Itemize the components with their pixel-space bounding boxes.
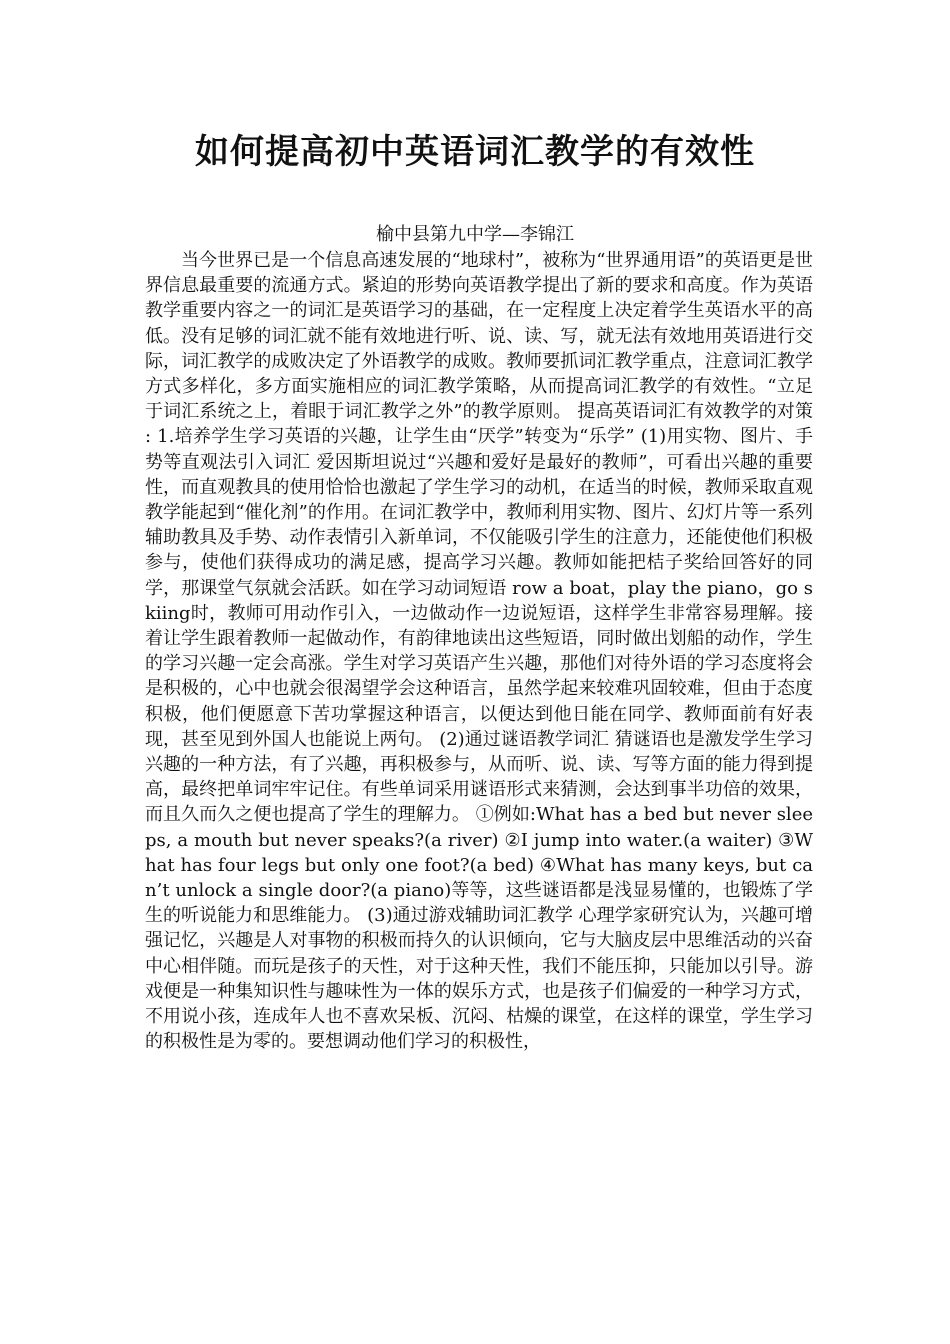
page-title: 如何提高初中英语词汇教学的有效性: [195, 132, 755, 172]
body-paragraph: 当今世界已是一个信息高速发展的“地球村”，被称为“世界通用语”的英语更是世界信息最重要的流通方式。紧迫的形势向英语教学提出了新的要求和高度。作为英语教学重要内容之一的词汇是英语学习的基础，在一定程度上决定着学生英语水平的高低。没有足够的词汇就不能有效地进行听、说、读、写，就无法有效地用英语进行交际，词汇教学的成败决定了外语教学的成败。教师要抓词汇教学重点，注意词汇教学方式多样化，多方面实施相应的词汇教学策略，从而提高词汇教学的有效性。“立足于词汇系统之上，着眼于词汇教学之外”的教学原则。 提高英语词汇有效教学的对策 : 1.培养学生学习英语的兴趣，让学生由“厌学”转变为“乐学” (1)用实物、图片、手势等直观法引入词汇 爱因斯坦说过“兴趣和爱好是最好的教师”，可看出兴趣的重要性，而直观教具的使用恰恰也激起了学生学习的动机，在适当的时候，教师采取直观教学能起到“催化剂”的作用。在词汇教学中，教师利用实物、图片、幻灯片等一系列辅助教具及手势、动作表情引入新单词，不仅能吸引学生的注意力，还能使他们积极参与，使他们获得成功的满足感，提高学习兴趣。教师如能把桔子奖给回答好的同学，那课堂气氛就会活跃。如在学习动词短语 row a boat，play the piano，go skiing时，教师可用动作引入，一边做动作一边说短语，这样学生非常容易理解。接着让学生跟着教师一起做动作，有韵律地读出这些短语，同时做出划船的动作，学生的学习兴趣一定会高涨。学生对学习英语产生兴趣，那他们对待外语的学习态度将会是积极的，心中也就会很渴望学会这种语言，虽然学起来较难巩固较难，但由于态度积极，他们便愿意下苦功掌握这种语言，以便达到他日能在同学、教师面前有好表现，甚至见到外国人也能说上两句。 (2)通过谜语教学词汇 猜谜语也是激发学生学习兴趣的一种方法，有了兴趣，再积极参与，从而听、说、读、写等方面的能力得到提高，最终把单词牢牢记住。有些单词采用谜语形式来猜测，会达到事半功倍的效果， 而且久而久之便也提高了学生的理解力。 ①例如:What has a bed but never sleeps, a mouth but never speaks?(a river) ②I jump into water.(a waiter) ③What has four legs but only one foot?(a bed) ④What has many keys, but can’t unlock a single door?(a piano)等等，这些谜语都是浅显易懂的，也锻炼了学生的听说能力和思维能力。 (3)通过游戏辅助词汇教学 心理学家研究认为，兴趣可增强记忆，兴趣是人对事物的积极而持久的认识倾向，它与大脑皮层中思维活动的兴奋中心相伴随。而玩是孩子的天性，对于这种天性，我们不能压抑，只能加以引导。游戏便是一种集知识性与趣味性为一体的娱乐方式，也是孩子们偏爱的一种学习方式，不用说小孩，连成年人也不喜欢呆板、沉闷、枯燥的课堂，在这样的课堂，学生学习的积极性是为零的。要想调动他们学习的积极性，: [145, 250, 813, 1053]
author-line: 榆中县第九中学—李锦江: [376, 224, 574, 245]
